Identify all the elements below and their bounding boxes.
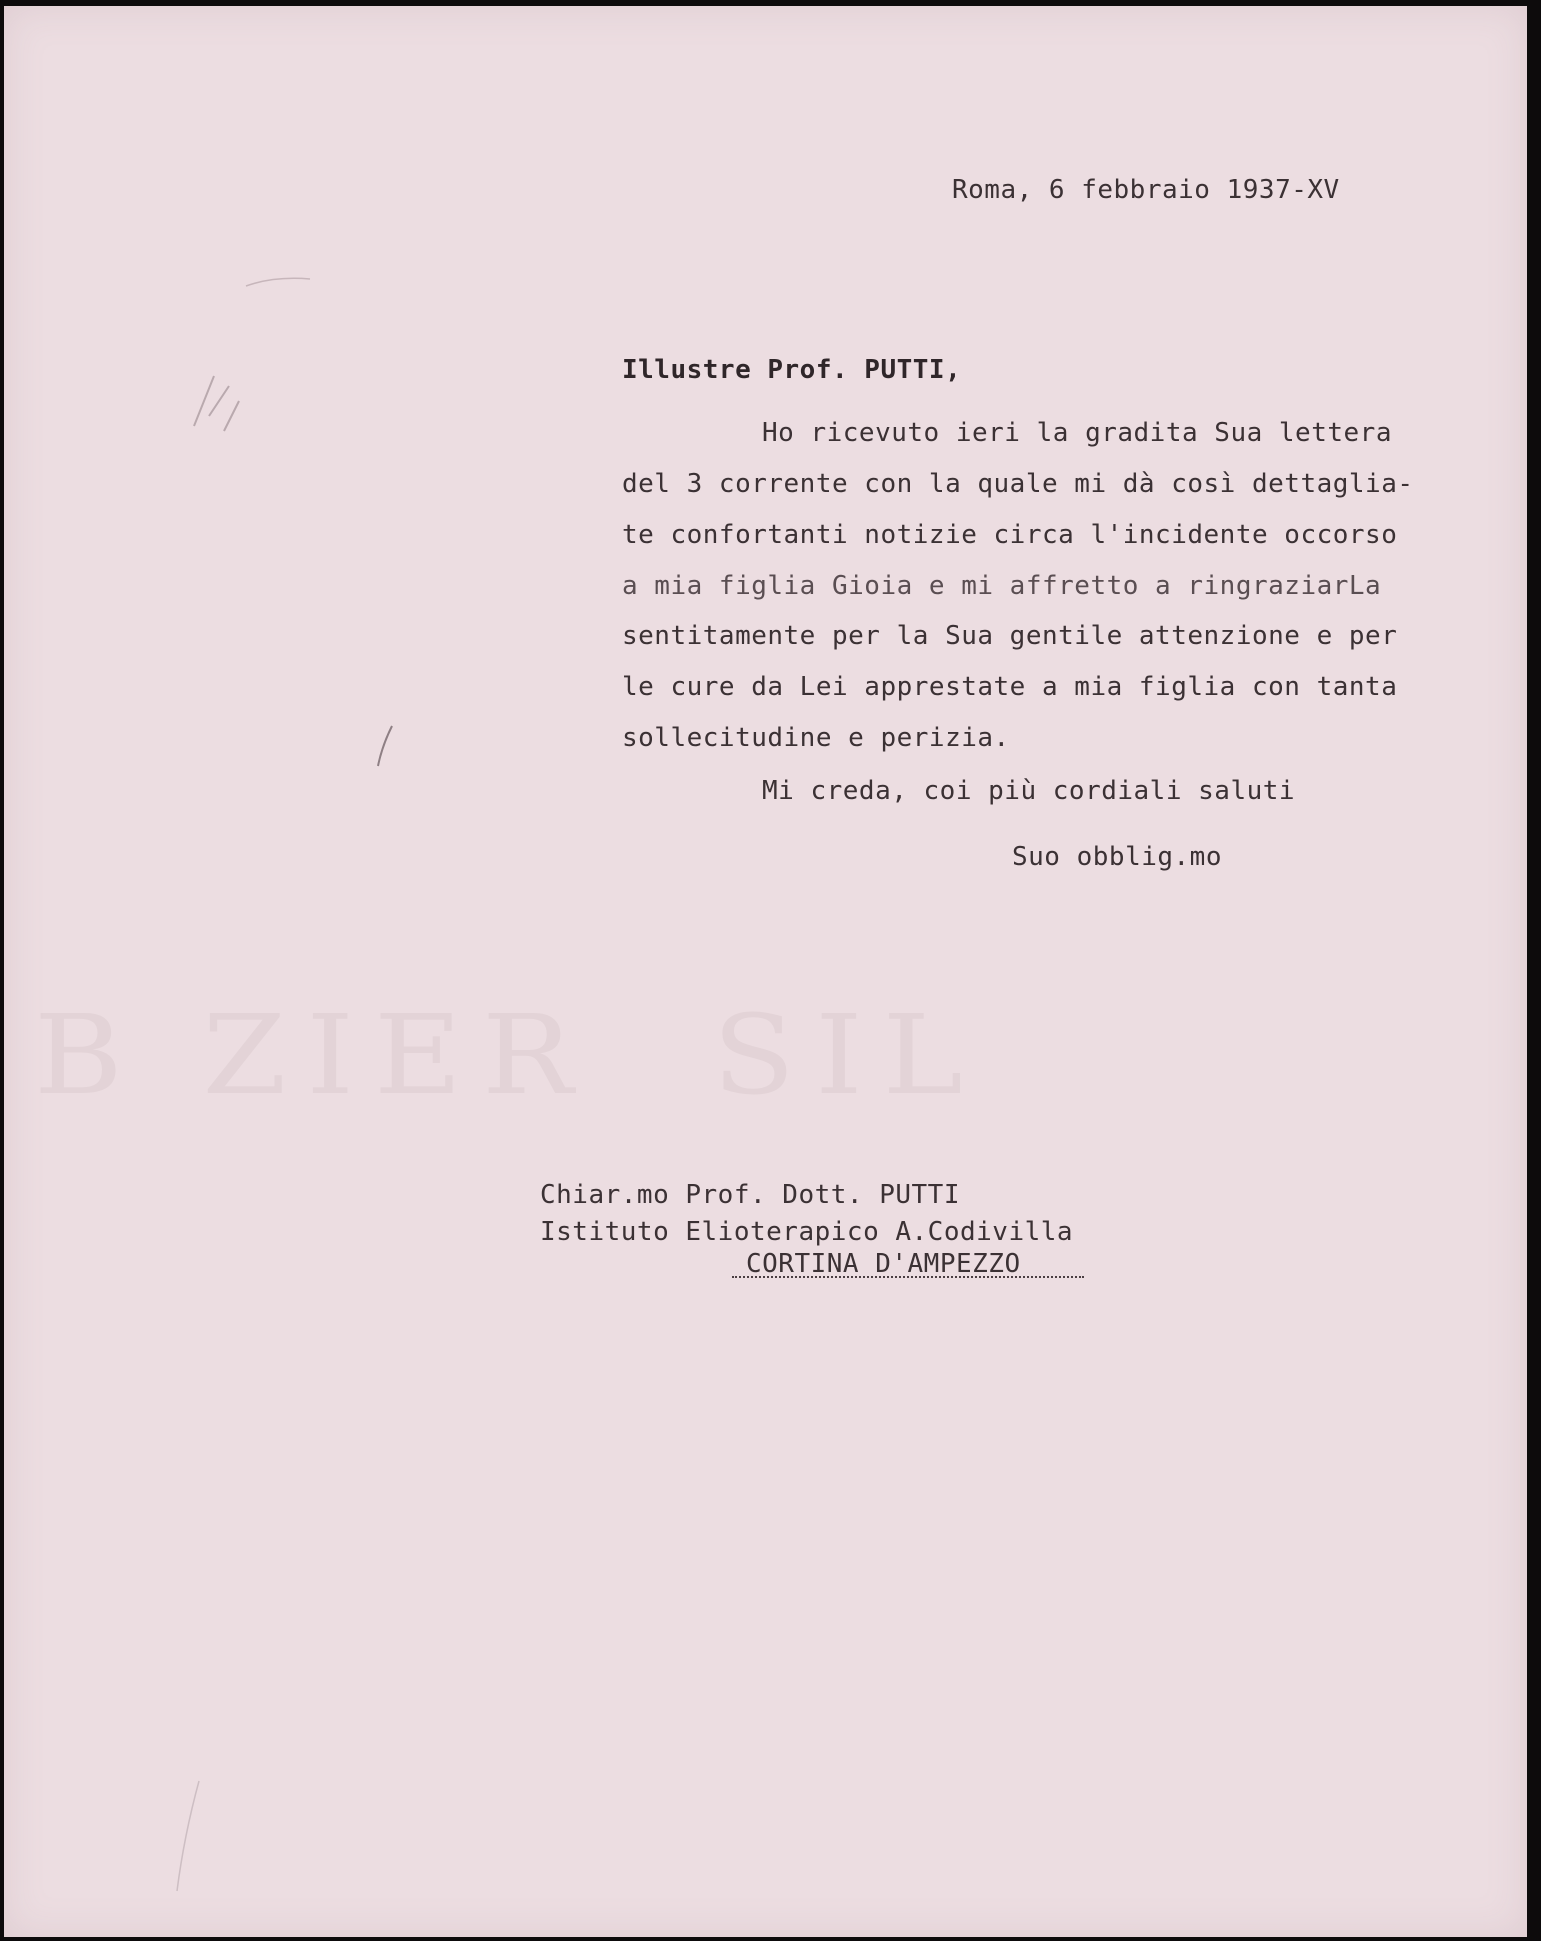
dateline: Roma, 6 febbraio 1937-XV xyxy=(952,175,1340,205)
signoff: Suo obblig.mo xyxy=(1012,842,1222,872)
body-line: del 3 corrente con la quale mi dà così dettaglia- xyxy=(622,469,1414,499)
body-line: le cure da Lei apprestate a mia figlia con tanta xyxy=(622,672,1398,702)
body-line: te confortanti notizie circa l'incidente occorso xyxy=(622,520,1398,550)
show-through-marks: B ZIER SIL xyxy=(34,991,983,1119)
address-line: Chiar.mo Prof. Dott. PUTTI xyxy=(540,1180,960,1210)
salutation: Illustre Prof. PUTTI, xyxy=(622,355,962,385)
pencil-marks xyxy=(184,356,264,446)
body-line: a mia figlia Gioia e mi affretto a ringraziarLa xyxy=(622,571,1382,601)
pencil-mark xyxy=(244,271,314,291)
body-line: sentitamente per la Sua gentile attenzione e per xyxy=(622,621,1398,651)
body-line: Ho ricevuto ieri la gradita Sua lettera xyxy=(762,418,1392,448)
address-line: CORTINA D'AMPEZZO xyxy=(746,1249,1021,1279)
pencil-mark xyxy=(372,721,402,771)
pencil-mark xyxy=(169,1776,209,1896)
letter-page xyxy=(4,6,1527,1937)
address-line: Istituto Elioterapico A.Codivilla xyxy=(540,1217,1074,1247)
body-line: sollecitudine e perizia. xyxy=(622,723,1010,753)
address-underline xyxy=(732,1276,1084,1278)
closing-line: Mi creda, coi più cordiali saluti xyxy=(762,776,1296,806)
